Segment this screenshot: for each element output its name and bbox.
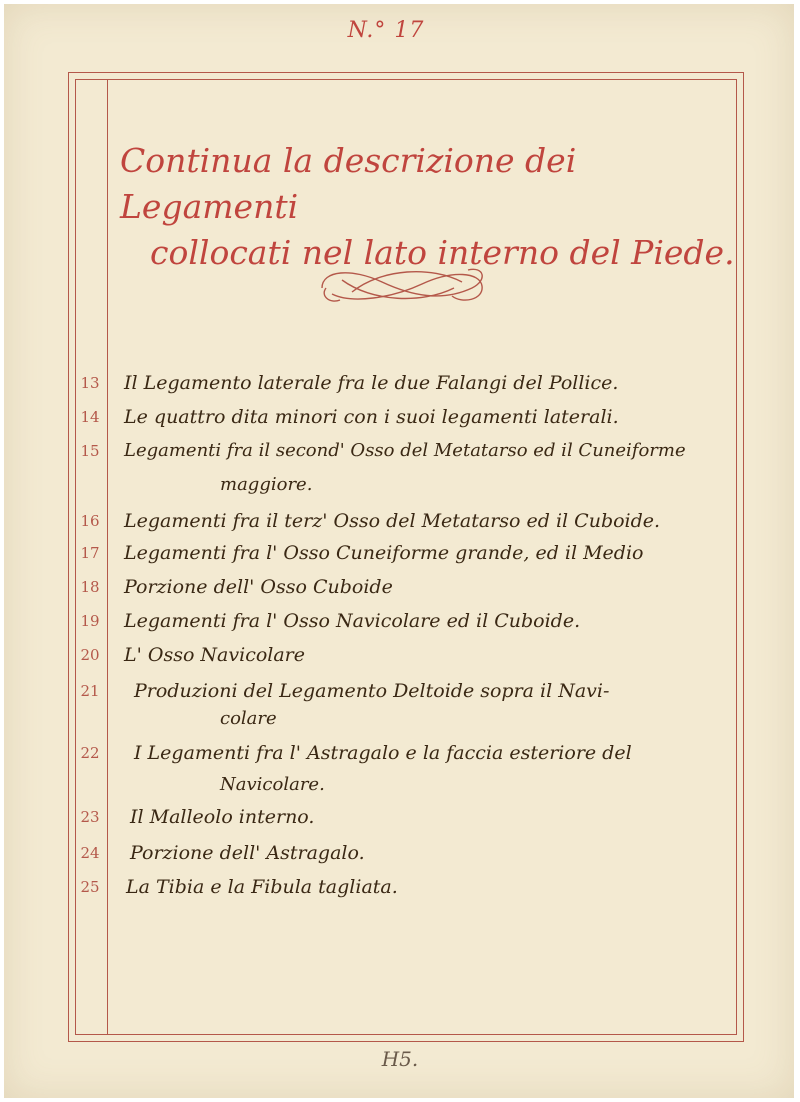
list-item [0, 872, 800, 902]
list-item [0, 676, 800, 706]
entry-text: Legamenti fra il second' Osso del Metatarso ed il Cuneiforme [124, 440, 686, 461]
entry-text: Le quattro dita minori con i suoi legamenti laterali. [124, 406, 619, 428]
entry-number: 24 [80, 844, 100, 862]
entry-continuation: maggiore. [220, 474, 313, 495]
list-item [0, 402, 800, 432]
entry-text: La Tibia e la Fibula tagliata. [126, 876, 398, 898]
entry-text: Legamenti fra il terz' Osso del Metatarso ed il Cuboide. [124, 510, 661, 532]
entry-text: L' Osso Navicolare [124, 644, 306, 666]
list-item [0, 368, 800, 398]
list-item [0, 436, 800, 466]
entry-number: 17 [80, 544, 100, 562]
flourish-ornament-icon [312, 258, 492, 312]
list-item [0, 640, 800, 670]
entry-number: 19 [80, 612, 100, 630]
title-line-2: collocati nel lato interno del Piede. [150, 233, 735, 272]
list-item [0, 506, 800, 536]
page-title [120, 138, 740, 276]
list-item [0, 538, 800, 568]
entry-number: 13 [80, 374, 100, 392]
entry-text: Produzioni del Legamento Deltoide sopra il Navi- [134, 680, 610, 702]
entry-continuation: colare [220, 708, 277, 729]
entry-text: Porzione dell' Astragalo. [130, 842, 365, 864]
entry-text: Legamenti fra l' Osso Navicolare ed il Cuboide. [124, 610, 581, 632]
entry-number: 16 [80, 512, 100, 530]
entry-text: Porzione dell' Osso Cuboide [124, 576, 393, 598]
entry-number: 15 [80, 442, 100, 460]
folio-mark: H5. [381, 1047, 419, 1071]
entry-text: I Legamenti fra l' Astragalo e la faccia esteriore del [134, 742, 632, 764]
entry-continuation: Navicolare. [220, 774, 325, 795]
entry-text: Il Malleolo interno. [130, 806, 315, 828]
entry-number: 18 [80, 578, 100, 596]
list-item [0, 738, 800, 768]
list-item [0, 606, 800, 636]
entry-text: Il Legamento laterale fra le due Falangi del Pollice. [124, 372, 619, 394]
entry-number: 14 [80, 408, 100, 426]
list-item [0, 802, 800, 832]
list-item [0, 572, 800, 602]
list-item [0, 838, 800, 868]
entry-number: 22 [80, 744, 100, 762]
entry-number: 20 [80, 646, 100, 664]
entry-number: 21 [80, 682, 100, 700]
title-line-1: Continua la descrizione dei Legamenti [120, 141, 577, 226]
entry-text: Legamenti fra l' Osso Cuneiforme grande, ed il Medio [124, 542, 644, 564]
entry-number: 25 [80, 878, 100, 896]
page-number: N.° 17 [347, 18, 425, 43]
entry-number: 23 [80, 808, 100, 826]
